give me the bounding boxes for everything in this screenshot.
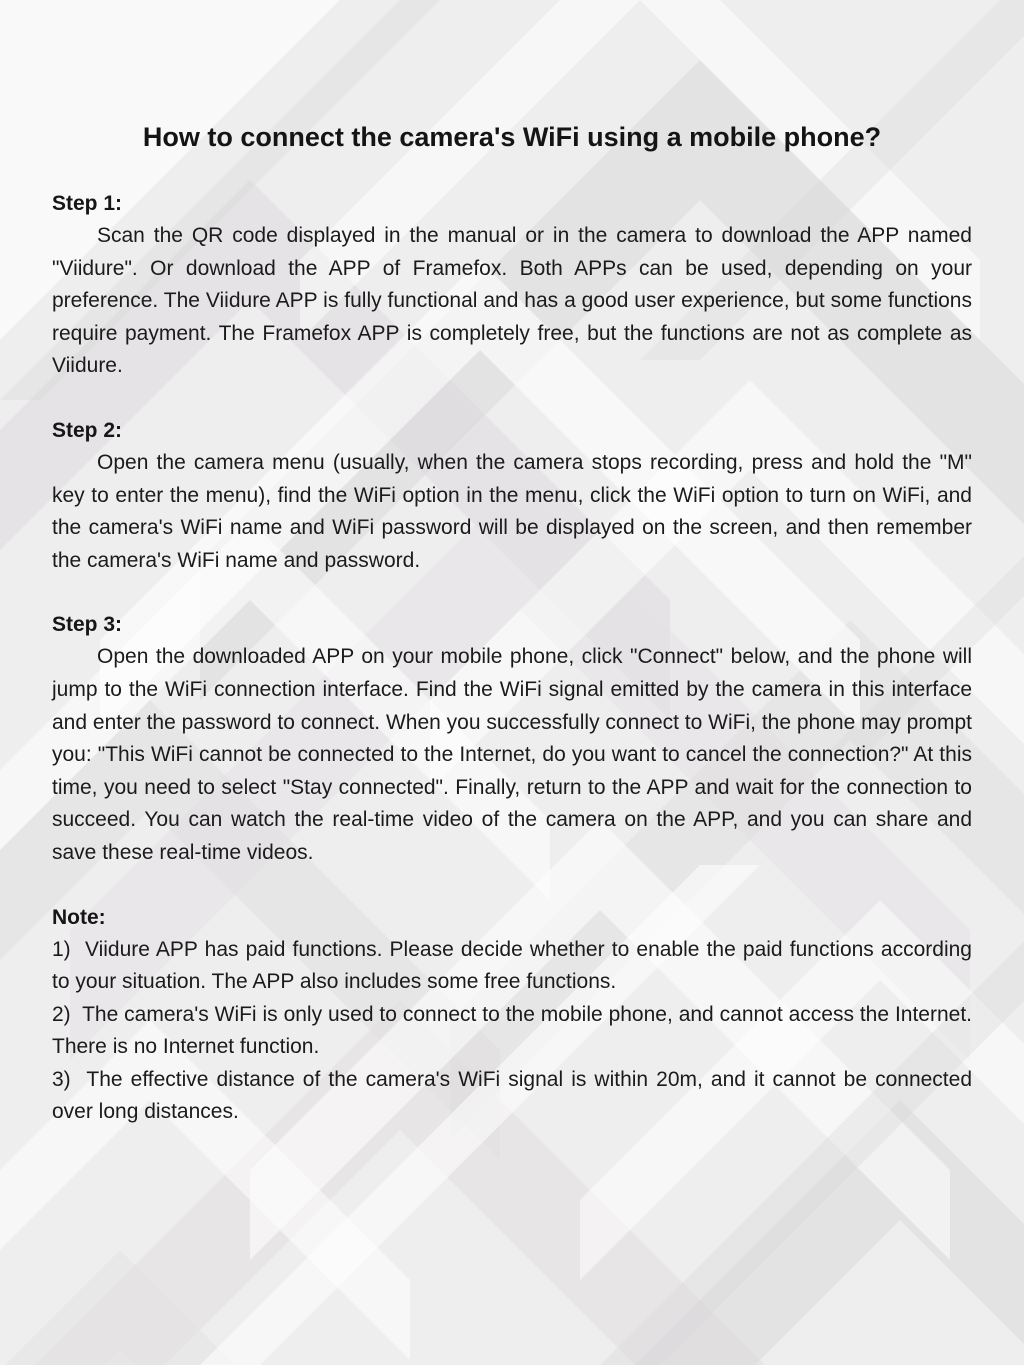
section-heading: Note: <box>52 905 106 929</box>
note-item: 3) The effective distance of the camera's WiFi signal is within 20m, and it cannot be connected over long distances. <box>52 1067 972 1124</box>
section-1 <box>52 156 972 383</box>
page-title: How to connect the camera's WiFi using a mobile phone? <box>142 122 882 152</box>
section-heading: Step 1: <box>52 192 123 215</box>
paragraph: Open the downloaded APP on your mobile phone, click "Connect" below, and the phone will jump to the WiFi connection interface. Find the WiFi signal emitted by the camera in this interface and enter the password to connect. When you successfully connect to WiFi, the phone may prompt you: "This WiFi cannot be connected to the Internet, do you want to cancel the connection?" At this time, you need to select "Stay connected". Finally, return to the APP and wait for the connection to succeed. You can watch the real-time video of the camera on the APP, and you can share and save these real-time videos. <box>52 645 972 864</box>
note-item: 1) Viidure APP has paid functions. Please decide whether to enable the paid functions according to your situation. The APP also includes some free functions. <box>52 937 972 994</box>
section-4 <box>52 870 972 1130</box>
paragraph: Open the camera menu (usually, when the camera stops recording, press and hold the "M" key to enter the menu), find the WiFi option in the menu, click the WiFi option to turn on WiFi, and the camera's WiFi name and WiFi password will be displayed on the screen, and then remember the camera's WiFi name and password. <box>52 450 972 572</box>
section-2 <box>52 383 972 577</box>
section-heading: Step 3: <box>52 613 123 637</box>
section-3 <box>52 577 972 869</box>
section-heading: Step 2: <box>52 418 123 442</box>
paragraph: Scan the QR code displayed in the manual or in the camera to download the APP named "Viidure". Or download the APP of Framefox. Both APPs can be used, depending on your preference. The Viidure APP is fully functional and has a good user experience, but some functions require payment. The Framefox APP is completely free, but the functions are not as complete as Viidure. <box>52 224 972 378</box>
sections-container <box>52 156 972 1129</box>
note-item: 2) The camera's WiFi is only used to connect to the mobile phone, and cannot access the Internet. There is no Internet function. <box>52 1002 972 1059</box>
